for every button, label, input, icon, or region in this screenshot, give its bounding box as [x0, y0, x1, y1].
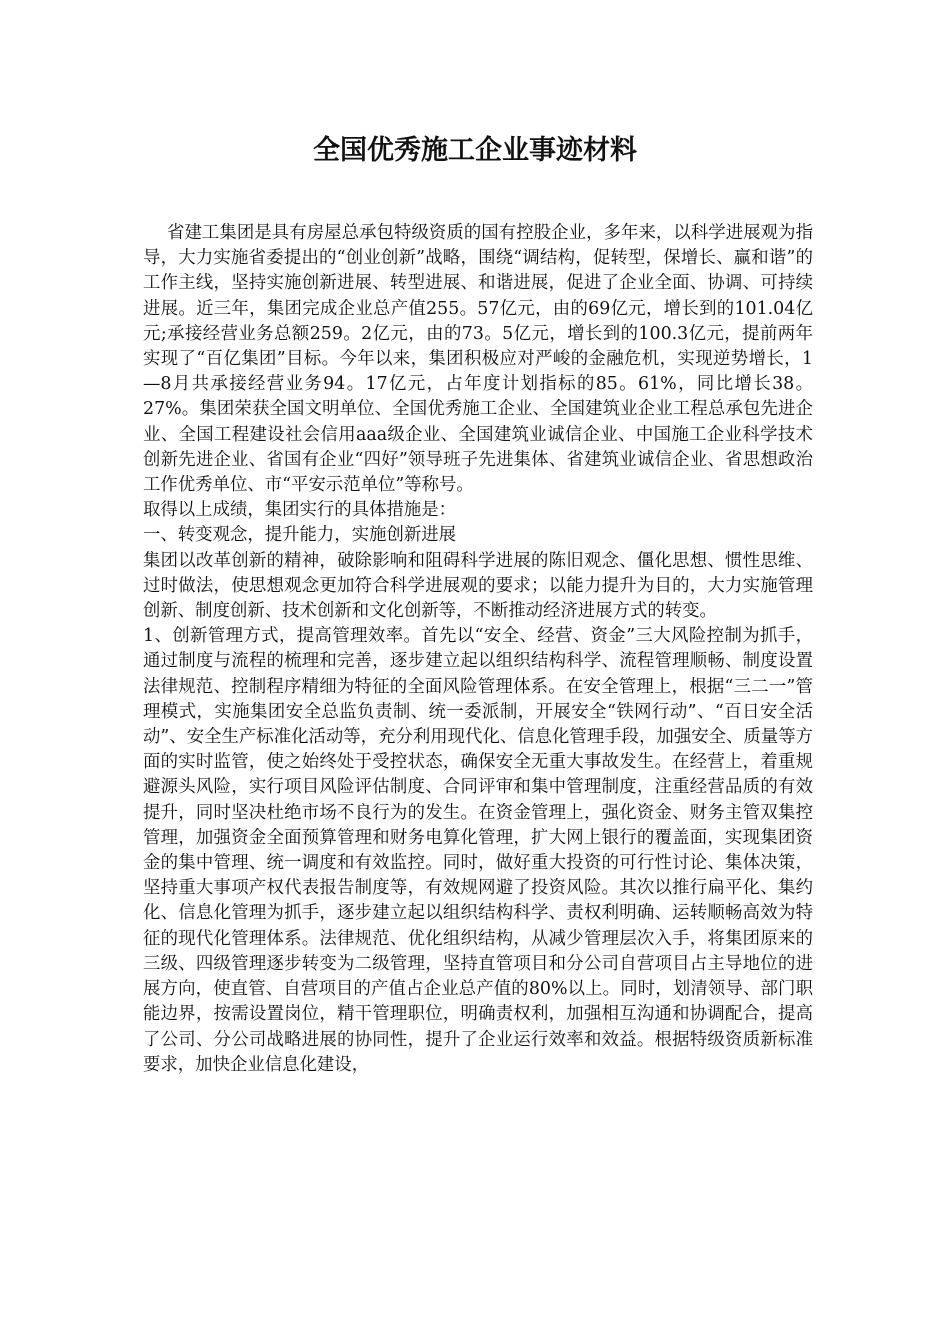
paragraph-management-innovation: 1、创新管理方式，提高管理效率。首先以“安全、经营、资金”三大风险控制为抓手，通过制度与流程的梳理和完善，逐步建立起以组织结构科学、流程管理顺畅、制度设置法律规范、控制程序精细为特征的全面风险管理体系。在安全管理上，根据“三二一”管理模式，实施集团安全总监负责制、统一委派制，开展安全“铁网行动”、“百日安全活动”、安全生产标准化活动等，充分利用现代化、信息化管理手段，加强安全、质量等方面的实时监管，使之始终处于受控状态，确保安全无重大事故发生。在经营上，着重规避源头风险，实行项目风险评估制度、合同评审和集中管理制度，注重经营品质的有效提升，同时坚决杜绝市场不良行为的发生。在资金管理上，强化资金、财务主管双集控管理，加强资金全面预算管理和财务电算化管理，扩大网上银行的覆盖面，实现集团资金的集中管理、统一调度和有效监控。同时，做好重大投资的可行性讨论、集体决策，坚持重大事项产权代表报告制度等，有效规网避了投资风险。其次以推行扁平化、集约化、信息化管理为抓手，逐步建立起以组织结构科学、责权利明确、运转顺畅高效为特征的现代化管理体系。法律规范、优化组织结构，从减少管理层次入手，将集团原来的三级、四级管理逐步转变为二级管理，坚持直管项目和分公司自营项目占主导地位的进展方向，使直管、自营项目的产值占企业总产值的80%以上。同时，划清领导、部门职能边界，按需设置岗位，精干管理职位，明确责权利，加强相互沟通和协调配合，提高了公司、分公司战略进展的协同性，提升了企业运行效率和效益。根据特级资质新标准要求，加快企业信息化建设， — [143, 626, 813, 1075]
paragraph-section-1-summary: 集团以改革创新的精神，破除影响和阻碍科学进展的陈旧观念、僵化思想、惯性思维、过时做法，使思想观念更加符合科学进展观的要求；以能力提升为目的，大力实施管理创新、制度创新、技术创新和文化创新等，不断推动经济进展方式的转变。 — [143, 550, 813, 622]
section-heading-1: 一、转变观念，提升能力，实施创新进展 — [143, 525, 457, 546]
document-title: 全国优秀施工企业事迹材料 — [313, 135, 637, 166]
paragraph-measures-lead: 取得以上成绩，集团实行的具体措施是： — [143, 500, 457, 521]
document-body — [143, 221, 813, 1078]
paragraph-intro: 省建工集团是具有房屋总承包特级资质的国有控股企业，多年来，以科学进展观为指导，大力实施省委提出的“创业创新”战略，围绕“调结构，促转型，保增长、赢和谐”的工作主线，坚持实施创新进展、转型进展、和谐进展，促进了企业全面、协调、可持续进展。近三年，集团完成企业总产值255。57亿元，由的69亿元，增长到的101.04亿元;承接经营业务总额259。2亿元，由的73。5亿元，增长到的100.3亿元，提前两年实现了“百亿集团”目标。今年以来，集团积极应对严峻的金融危机，实现逆势增长，1—8月共承接经营业务94。17亿元，占年度计划指标的85。61%，同比增长38。27%。集团荣获全国文明单位、全国优秀施工企业、全国建筑业企业工程总承包先进企业、全国工程建设社会信用aaa级企业、全国建筑业诚信企业、中国施工企业科学技术创新先进企业、省国有企业“四好”领导班子先进集体、省建筑业诚信企业、省思想政治工作优秀单位、市“平安示范单位”等称号。 — [143, 223, 813, 496]
